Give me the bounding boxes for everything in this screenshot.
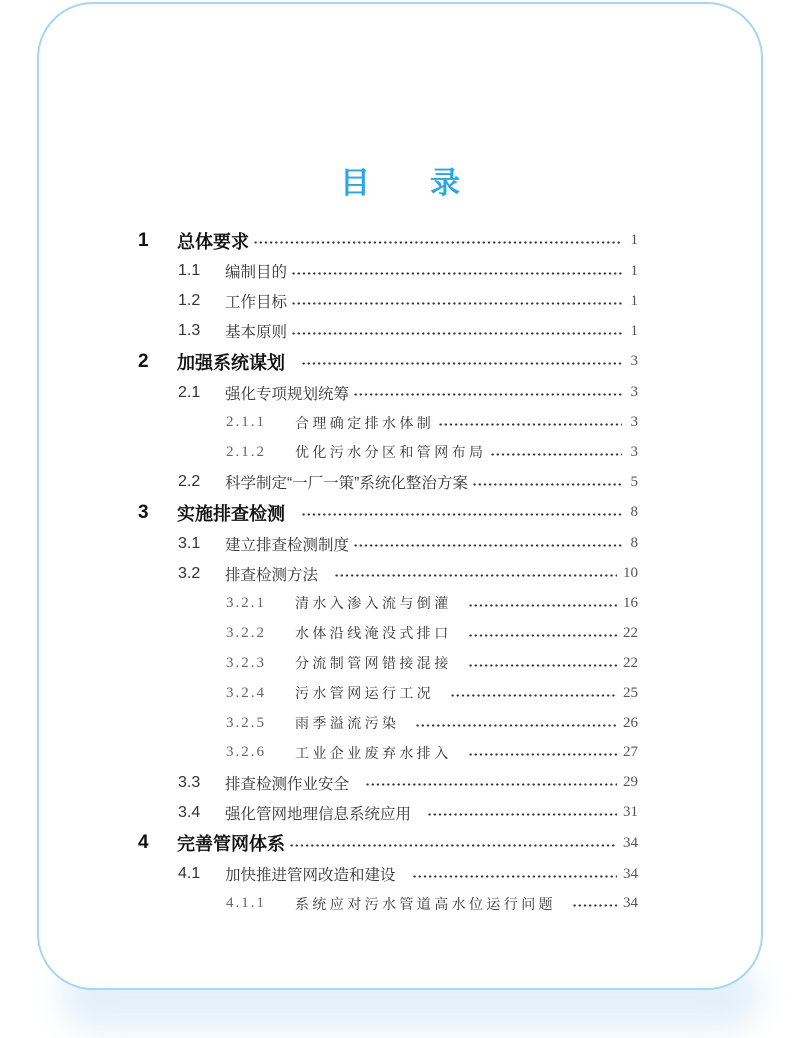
entry-title: 分流制管网错接混接 <box>295 656 452 673</box>
entry-page: 27 <box>623 744 638 761</box>
toc-entry[interactable] <box>138 768 638 798</box>
entry-page: 16 <box>623 594 638 611</box>
entry-title: 编制目的 <box>225 264 288 282</box>
leader-dots <box>353 393 622 396</box>
entry-title: 合理确定排水体制 <box>295 415 435 432</box>
entry-page: 8 <box>630 504 638 521</box>
entry-page: 5 <box>630 473 638 490</box>
entry-page: 22 <box>623 654 638 671</box>
entry-title: 水体沿线淹没式排口 <box>295 626 452 643</box>
entry-number: 1 <box>138 229 149 251</box>
entry-page: 1 <box>630 262 638 279</box>
entry-page: 25 <box>623 684 638 701</box>
entry-page: 10 <box>623 565 638 582</box>
entry-number: 1.2 <box>178 292 201 310</box>
toc-entry[interactable] <box>138 618 638 648</box>
entry-title: 建立排查检测制度 <box>225 536 350 554</box>
entry-number: 3.4 <box>178 803 201 821</box>
toc-entry[interactable] <box>138 437 638 467</box>
entry-page: 34 <box>623 865 638 882</box>
entry-number: 3.2.4 <box>226 684 266 701</box>
entry-page: 26 <box>623 714 638 731</box>
entry-title: 系统应对污水管道高水位运行问题 <box>295 896 556 913</box>
entry-title: 总体要求 <box>177 231 249 252</box>
leader-dots <box>415 724 617 727</box>
leader-dots <box>365 783 617 786</box>
toc-entry[interactable] <box>138 346 638 378</box>
leader-dots <box>301 513 622 516</box>
entry-number: 2 <box>138 350 149 372</box>
toc-entry[interactable] <box>138 859 638 889</box>
leader-dots <box>468 664 617 667</box>
toc-entry[interactable] <box>138 648 638 678</box>
entry-page: 8 <box>630 535 638 552</box>
entry-number: 2.1 <box>178 383 201 401</box>
entry-title: 污水管网运行工况 <box>295 686 435 703</box>
entry-number: 3.1 <box>178 534 201 552</box>
leader-dots <box>468 604 617 607</box>
entry-title: 科学制定“一厂一策”系统化整治方案 <box>225 475 468 493</box>
toc-entry[interactable] <box>138 559 638 589</box>
title-char: 目 <box>340 167 370 200</box>
entry-title: 加快推进管网改造和建设 <box>225 867 396 885</box>
toc-entry[interactable] <box>138 708 638 738</box>
toc-entry[interactable] <box>138 678 638 708</box>
entry-page: 3 <box>630 384 638 401</box>
entry-page: 3 <box>630 443 638 460</box>
entry-page: 31 <box>623 804 638 821</box>
leader-dots <box>289 844 617 847</box>
toc-entry[interactable] <box>138 529 638 559</box>
entry-number: 3.2.3 <box>226 654 266 671</box>
entry-title: 优化污水分区和管网布局 <box>295 445 487 462</box>
toc-entry[interactable] <box>138 408 638 438</box>
entry-title: 加强系统谋划 <box>177 352 285 373</box>
entry-title: 工业企业废弃水排入 <box>295 745 452 762</box>
leader-dots <box>253 241 622 244</box>
toc-entry[interactable] <box>138 497 638 529</box>
leader-dots <box>450 694 617 697</box>
toc-entry[interactable] <box>138 257 638 287</box>
toc-entry[interactable] <box>138 378 638 408</box>
leader-dots <box>427 813 617 816</box>
leader-dots <box>291 302 622 305</box>
entry-number: 1.3 <box>178 322 201 340</box>
toc-entry[interactable] <box>138 225 638 257</box>
leader-dots <box>353 544 622 547</box>
leader-dots <box>472 483 622 486</box>
entry-title: 基本原则 <box>225 324 288 342</box>
entry-number: 3 <box>138 501 149 523</box>
leader-dots <box>468 753 617 756</box>
entry-page: 3 <box>630 414 638 430</box>
entry-page: 22 <box>623 624 638 641</box>
leader-dots <box>301 362 622 365</box>
entry-number: 3.2 <box>178 564 201 582</box>
entry-page: 1 <box>630 232 638 249</box>
entry-number: 2.1.2 <box>226 443 266 460</box>
leader-dots <box>291 332 622 335</box>
toc-entry[interactable] <box>138 316 638 346</box>
leader-dots <box>291 272 622 275</box>
leader-dots <box>490 453 622 456</box>
leader-dots <box>468 634 617 637</box>
entry-number: 1.1 <box>178 262 201 280</box>
entry-number: 2.1.1 <box>226 414 266 430</box>
leader-dots <box>572 904 617 907</box>
leader-dots <box>438 423 622 426</box>
entry-page: 3 <box>630 353 638 370</box>
toc-title <box>0 158 800 202</box>
entry-page: 29 <box>623 774 638 791</box>
entry-page: 1 <box>630 322 638 339</box>
entry-title: 清水入渗入流与倒灌 <box>295 596 452 613</box>
entry-title: 排查检测作业安全 <box>225 775 350 793</box>
entry-number: 2.2 <box>178 473 201 491</box>
leader-dots <box>334 574 617 577</box>
table-of-contents <box>138 225 638 919</box>
toc-entry[interactable] <box>138 286 638 316</box>
entry-page: 34 <box>623 895 638 912</box>
entry-title: 强化管网地理信息系统应用 <box>225 805 412 823</box>
entry-page: 34 <box>623 834 638 851</box>
toc-entry[interactable] <box>138 828 638 860</box>
entry-number: 3.2.5 <box>226 714 266 731</box>
entry-title: 排查检测方法 <box>225 566 319 584</box>
entry-number: 3.2.6 <box>226 744 266 761</box>
entry-number: 4.1 <box>178 865 201 883</box>
entry-title: 工作目标 <box>225 294 288 312</box>
toc-entry[interactable] <box>138 738 638 768</box>
entry-number: 4.1.1 <box>226 895 266 912</box>
entry-number: 4 <box>138 832 149 854</box>
entry-title: 实施排查检测 <box>177 503 285 524</box>
leader-dots <box>412 875 617 878</box>
entry-title: 雨季溢流污染 <box>295 716 400 733</box>
toc-entry[interactable] <box>138 889 638 919</box>
toc-entry[interactable] <box>138 798 638 828</box>
entry-title: 完善管网体系 <box>177 834 285 855</box>
entry-number: 3.2.1 <box>226 594 266 611</box>
toc-entry[interactable] <box>138 589 638 619</box>
title-char: 录 <box>430 167 460 200</box>
entry-number: 3.2.2 <box>226 624 266 641</box>
entry-number: 3.3 <box>178 773 201 791</box>
entry-page: 1 <box>630 292 638 309</box>
entry-title: 强化专项规划统筹 <box>225 385 350 403</box>
toc-entry[interactable] <box>138 467 638 497</box>
